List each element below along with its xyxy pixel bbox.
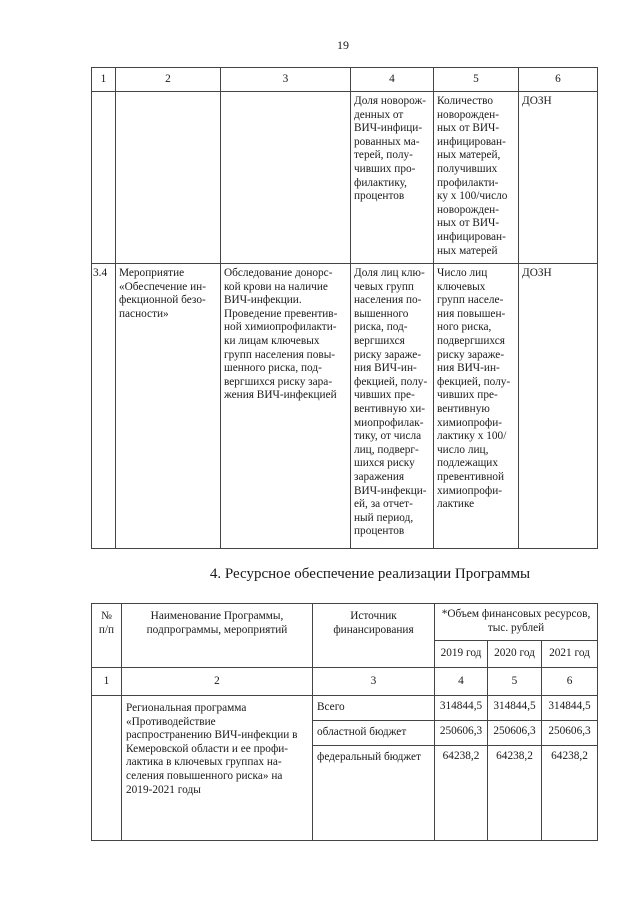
source-row-total [92,696,598,721]
header-year: 2019 год [435,641,488,668]
header-year: 2020 год [488,641,542,668]
header-name: Наименование Программы, подпрограммы, мероприятий [122,604,313,668]
table-cell: Количество новорожден- ных от ВИЧ- инфицирован- ных матерей, получивших профилакти- ку х 100/число новорожден- ных от ВИЧ- инфицирован- ных матерей [434,92,519,264]
table-cell: Доля новорож- денных от ВИЧ-инфици- рованных ма- терей, полу- чивших про- филактику, процентов [351,92,434,264]
col-number: 6 [542,668,598,696]
section-heading: 4. Ресурсное обеспечение реализации Программы [209,566,531,582]
value-cell: 250606,3 [542,721,598,746]
column-number-row [92,668,598,696]
value-cell: 64238,2 [435,746,488,841]
header-cell: 6 [519,68,598,92]
header-cell: 3 [221,68,351,92]
header-cell: 2 [116,68,221,92]
table-cell [221,92,351,264]
col-number: 5 [488,668,542,696]
header-volume: *Объем финансовых ресурсов, тыс. рублей [435,604,598,641]
header-cell: 5 [434,68,519,92]
table-cell: Обследование донорс- кой крови на наличие ВИЧ-инфекции. Проведение превентив- ной химиопрофилакти- ки лицам ключевых групп населения повы- шенного риска, под- вергшихся риску зара- жения ВИЧ-инфекцией [221,264,351,549]
table-row [92,264,598,549]
value-cell: 64238,2 [488,746,542,841]
resources-table [91,603,598,841]
table-cell [92,92,116,264]
col-number: 1 [92,668,122,696]
col-number: 2 [122,668,313,696]
value-cell: 314844,5 [542,696,598,721]
source-label: областной бюджет [313,721,435,746]
indicators-table [91,67,598,549]
column-number-row [92,68,598,92]
value-cell: 250606,3 [488,721,542,746]
col-number: 3 [313,668,435,696]
table-row [92,92,598,264]
source-label: федеральный бюджет [313,746,435,841]
table-cell: Мероприятие «Обеспечение ин- фекционной безо- пасности» [116,264,221,549]
header-source: Источник финансирования [313,604,435,668]
row-number [92,696,122,841]
source-label: Всего [313,696,435,721]
program-name: Региональная программа «Противодействие распространению ВИЧ-инфекции в Кемеровской области и ее профи- лактика в ключевых группах на- селения повышенного риска» на 2019-2021 годы [122,696,313,841]
value-cell: 314844,5 [488,696,542,721]
header-year: 2021 год [542,641,598,668]
value-cell: 64238,2 [542,746,598,841]
value-cell: 250606,3 [435,721,488,746]
header-num: № п/п [92,604,122,668]
page-number: 19 [337,38,349,52]
table-cell: 3.4 [92,264,116,549]
table-cell: ДОЗН [519,92,598,264]
table-cell: Число лиц ключевых групп населе- ния повышен- ного риска, подвергшихся риску зараже- ния ВИЧ-ин- фекцией, полу- чивших пре- вентивную химиопрофи- лактику х 100/ число лиц, подлежащих превентивной химиопрофи- лактике [434,264,519,549]
table-cell [116,92,221,264]
header-cell: 4 [351,68,434,92]
value-cell: 314844,5 [435,696,488,721]
table-cell: Доля лиц клю- чевых групп населения по- вышенного риска, под- вергшихся риску зараже- ния ВИЧ-ин- фекцией, полу- чивших пре- вентивную хи- миопрофилак- тику, от числа лиц, подверг- шихся риску заражения ВИЧ-инфекци- ей, за отчет- ный период, процентов [351,264,434,549]
table-cell: ДОЗН [519,264,598,549]
col-number: 4 [435,668,488,696]
header-cell: 1 [92,68,116,92]
